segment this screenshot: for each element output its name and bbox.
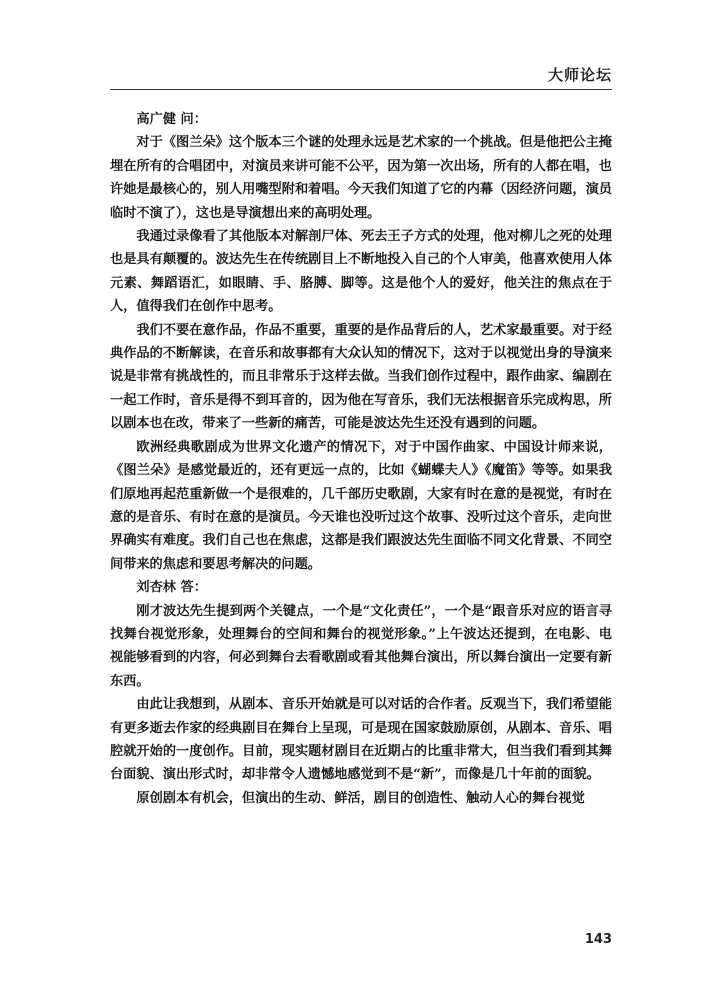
speaker-label-answer: 刘杏林 答： — [136, 580, 207, 596]
article-body — [110, 108, 612, 810]
paragraph: 欧洲经典歌剧成为世界文化遗产的情况下，对于中国作曲家、中国设计师来说，《图兰朵》是感觉最近的，还有更远一点的，比如《蝴蝶夫人》《魔笛》等等。如果我们原地再起范重新做一个是很难的，几千部历史歌剧，大家有时在意的是视觉，有时在意的是音乐、有时在意的是演员。今天谁也没听过这个故事、没听过这个音乐，走向世界确实有难度。我们自己也在焦虑，这都是我们跟波达先生面临不同文化背景、不同空间带来的焦虑和要思考解决的问题。 — [110, 439, 612, 572]
header-rule — [110, 89, 612, 90]
paragraph: 原创剧本有机会，但演出的生动、鲜活，剧目的创造性、触动人心的舞台视觉 — [136, 790, 585, 806]
paragraph: 由此让我想到，从剧本、音乐开始就是可以对话的合作者。反观当下，我们希望能有更多逝去作家的经典剧目在舞台上呈现，可是现在国家鼓励原创，从剧本、音乐、唱腔就开始的一度创作。目前，现实题材剧目在近期占的比重非常大，但当我们看到其舞台面貌、演出形式时，却非常令人遗憾地感觉到不是“新”，而像是几十年前的面貌。 — [110, 697, 612, 783]
paragraph: 对于《图兰朵》这个版本三个谜的处理永远是艺术家的一个挑战。但是他把公主掩埋在所有的合唱团中，对演员来讲可能不公平，因为第一次出场，所有的人都在唱，也许她是最核心的，别人用嘴型附和着唱。今天我们知道了它的内幕（因经济问题，演员临时不演了），这也是导演想出来的高明处理。 — [110, 135, 612, 221]
paragraph: 刚才波达先生提到两个关键点，一个是“文化责任”，一个是“跟音乐对应的语言寻找舞台视觉形象，处理舞台的空间和舞台的视觉形象。”上午波达还提到，在电影、电视能够看到的内容，何必到舞台去看歌剧或看其他舞台演出，所以舞台演出一定要有新东西。 — [110, 603, 612, 689]
paragraph: 我们不要在意作品，作品不重要，重要的是作品背后的人，艺术家最重要。对于经典作品的不断解读，在音乐和故事都有大众认知的情况下，这对于以视觉出身的导演来说是非常有挑战性的，而且非常乐于这样去做。当我们创作过程中，跟作曲家、编剧在一起工作时，音乐是得不到耳音的，因为他在写音乐，我们无法根据音乐完成构思，所以剧本也在改，带来了一些新的痛苦，可能是波达先生还没有遇到的问题。 — [110, 322, 612, 432]
speaker-label-question: 高广健 问： — [136, 112, 207, 127]
page-number: 143 — [584, 932, 612, 947]
paragraph: 我通过录像看了其他版本对解剖尸体、死去王子方式的处理，他对柳儿之死的处理也是具有颠覆的。波达先生在传统剧目上不断地投入自己的个人审美，他喜欢使用人体元素、舞蹈语汇，如眼睛、手、胳膊、脚等。这是他个人的爱好，他关注的焦点在于人，值得我们在创作中思考。 — [110, 229, 612, 315]
running-head-section-title: 大师论坛 — [547, 66, 612, 84]
